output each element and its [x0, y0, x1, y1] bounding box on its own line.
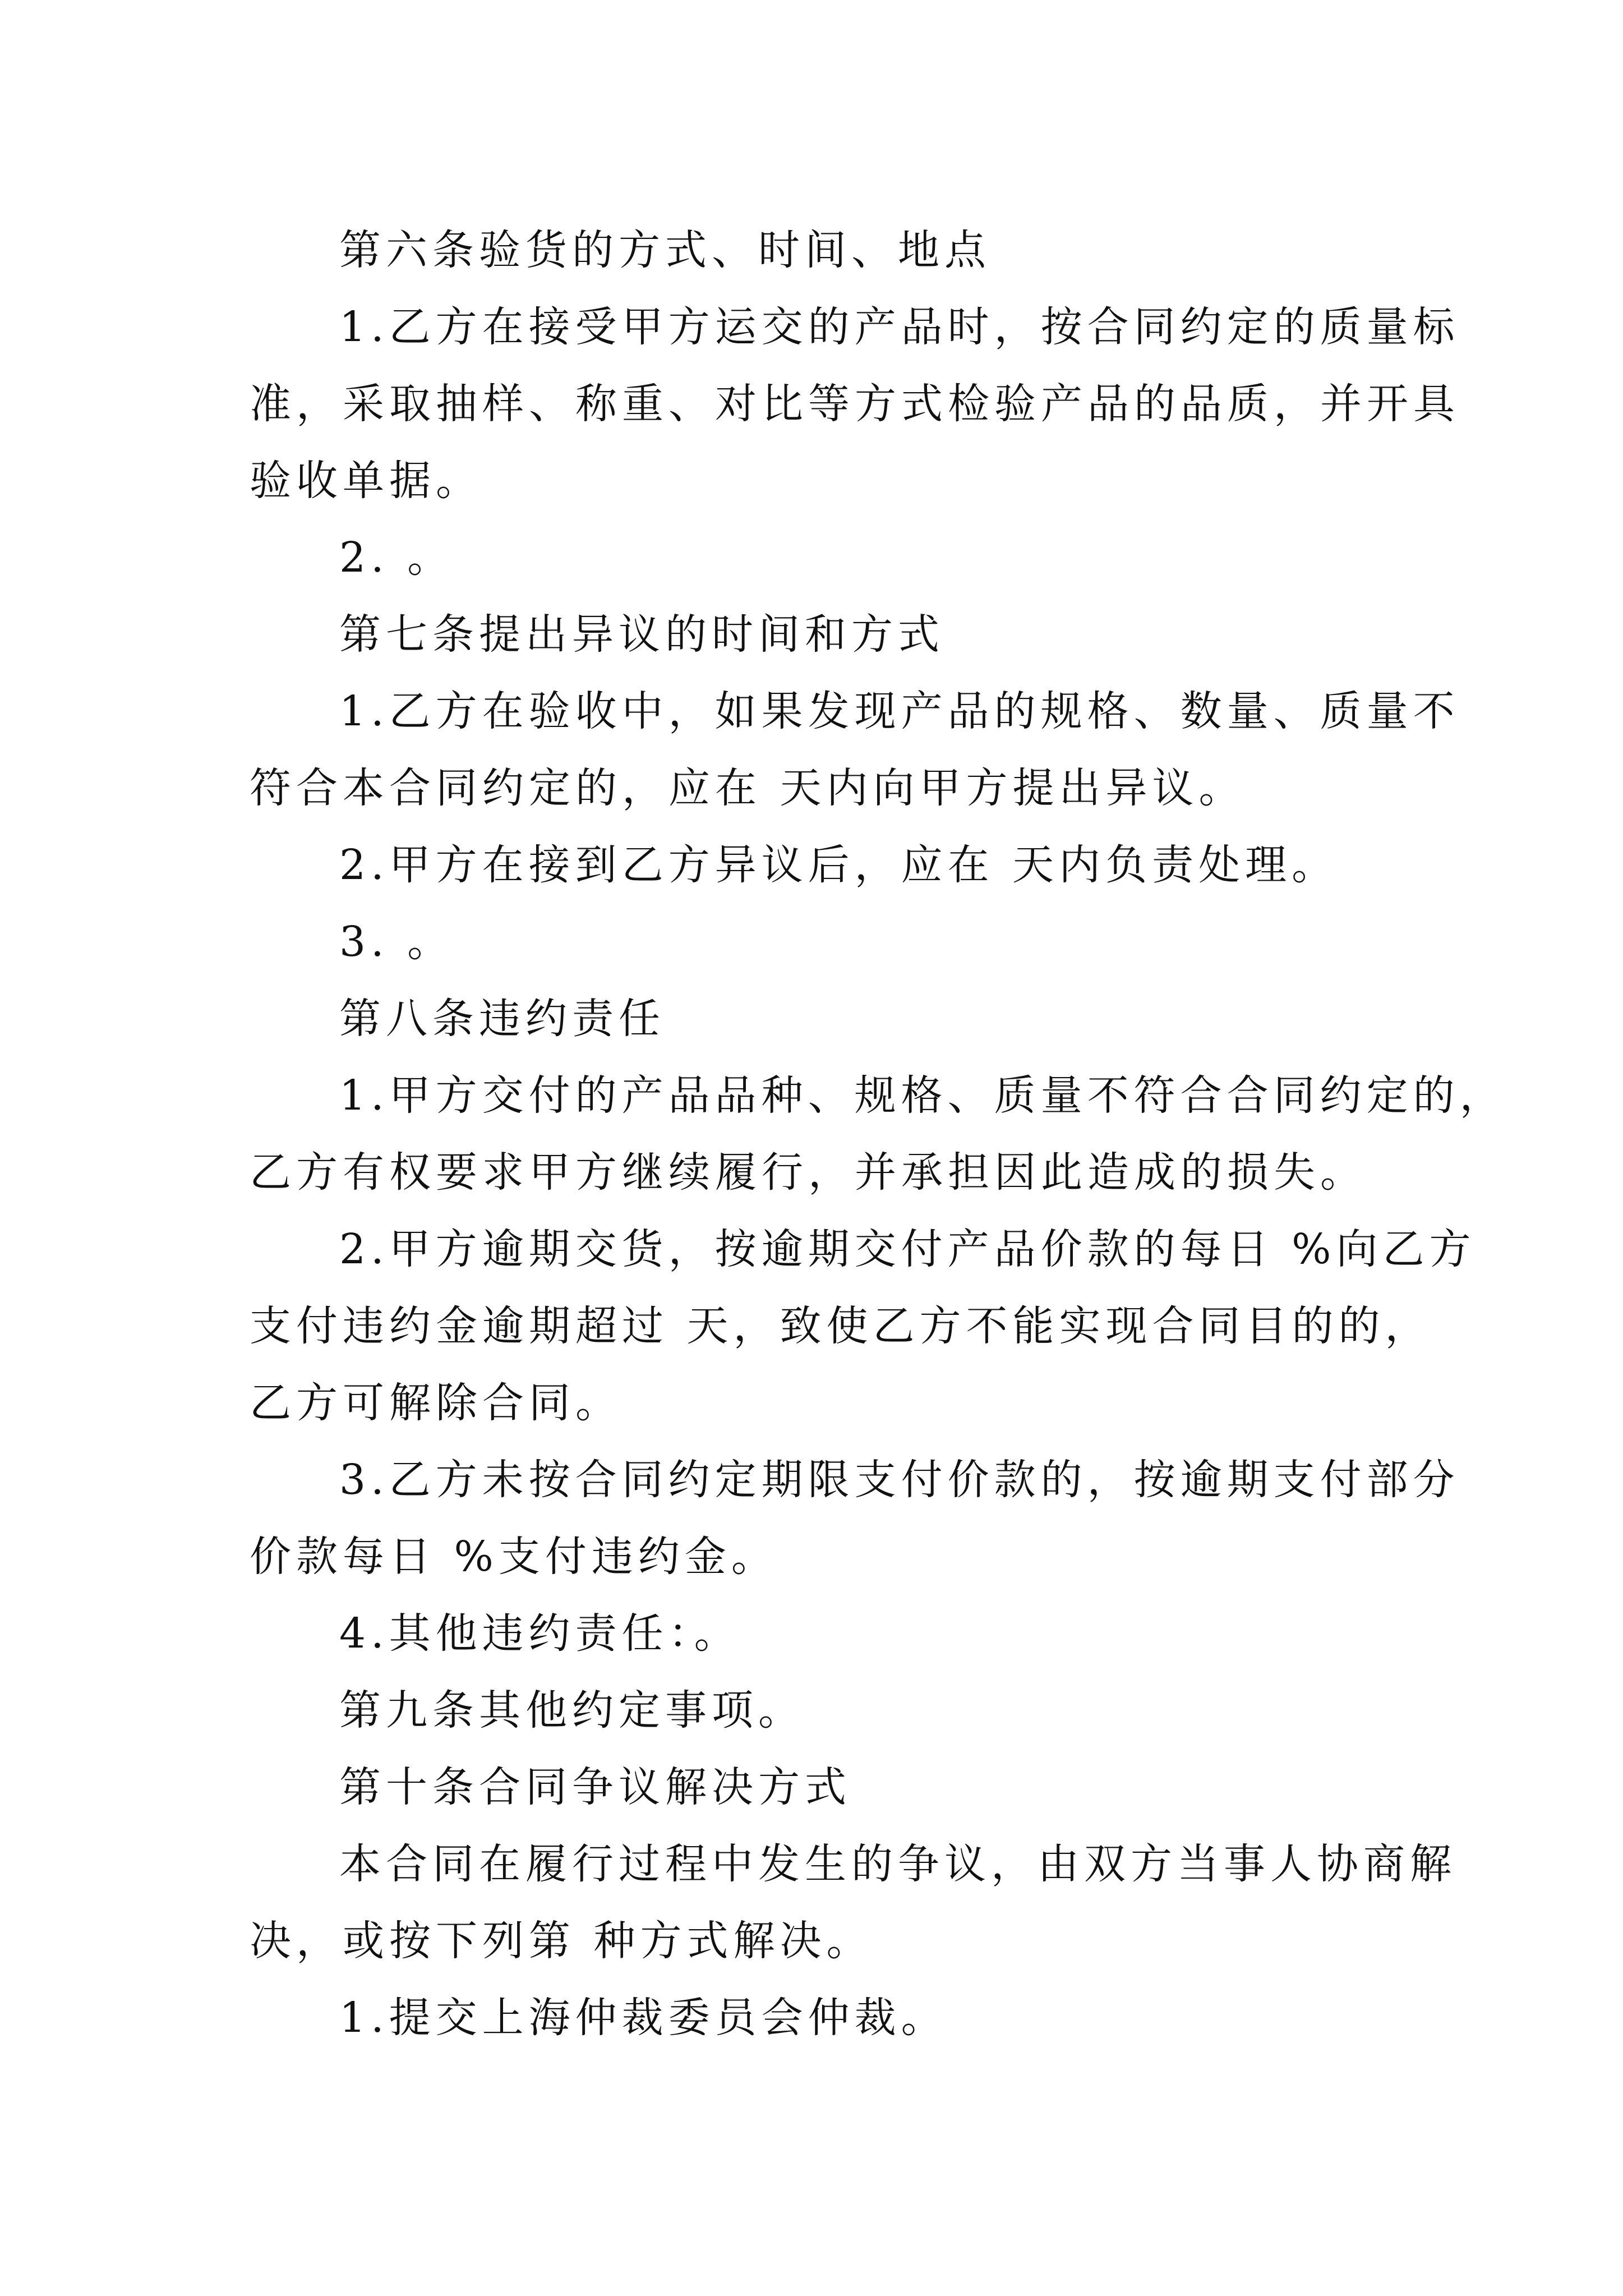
- clause-8-item-2-line-2: 支付违约金逾期超过 天，致使乙方不能实现合同目的的，: [250, 1302, 1432, 1350]
- clause-8-item-4: 4.其他违约责任：。: [339, 1609, 741, 1658]
- clause-8-item-3-line-1: 3.乙方未按合同约定期限支付价款的，按逾期支付部分: [339, 1456, 1460, 1504]
- clause-7-item-2: 2.甲方在接到乙方异议后，应在 天内负责处理。: [339, 841, 1339, 889]
- clause-10-body-line-1: 本合同在履行过程中发生的争议，由双方当事人协商解: [339, 1840, 1456, 1888]
- clause-8-item-1-line-1: 1.甲方交付的产品品种、规格、质量不符合合同约定的，: [339, 1071, 1506, 1120]
- clause-6-item-2: 2. 。: [339, 533, 454, 582]
- clause-7-item-1-line-1: 1.乙方在验收中，如果发现产品的规格、数量、质量不: [339, 687, 1460, 735]
- clause-8-item-2-line-1: 2.甲方逾期交货，按逾期交付产品价款的每日 %向乙方: [339, 1225, 1476, 1273]
- clause-8-heading: 第八条违约责任: [339, 995, 665, 1043]
- clause-8-item-1-line-2: 乙方有权要求甲方继续履行，并承担因此造成的损失。: [250, 1148, 1367, 1197]
- clause-10-item-1: 1.提交上海仲裁委员会仲裁。: [339, 1994, 948, 2042]
- clause-8-item-2-line-3: 乙方可解除合同。: [250, 1379, 622, 1427]
- clause-6-heading: 第六条验货的方式、时间、地点: [339, 226, 991, 274]
- clause-6-item-1-line-3: 验收单据。: [250, 457, 482, 505]
- clause-8-item-3-line-2: 价款每日 %支付违约金。: [250, 1533, 778, 1581]
- clause-6-item-1-line-2: 准，采取抽样、称重、对比等方式检验产品的品质，并开具: [250, 380, 1460, 428]
- clause-7-item-3: 3. 。: [339, 918, 454, 966]
- clause-7-item-1-line-2: 符合本合同约定的，应在 天内向甲方提出异议。: [250, 764, 1246, 812]
- clause-6-item-1-line-1: 1.乙方在接受甲方运交的产品时，按合同约定的质量标: [339, 303, 1460, 351]
- clause-7-heading: 第七条提出异议的时间和方式: [339, 610, 944, 659]
- clause-9-heading: 第九条其他约定事项。: [339, 1686, 805, 1734]
- clause-10-body-line-2: 决，或按下列第 种方式解决。: [250, 1917, 873, 1965]
- clause-10-heading: 第十条合同争议解决方式: [339, 1763, 851, 1811]
